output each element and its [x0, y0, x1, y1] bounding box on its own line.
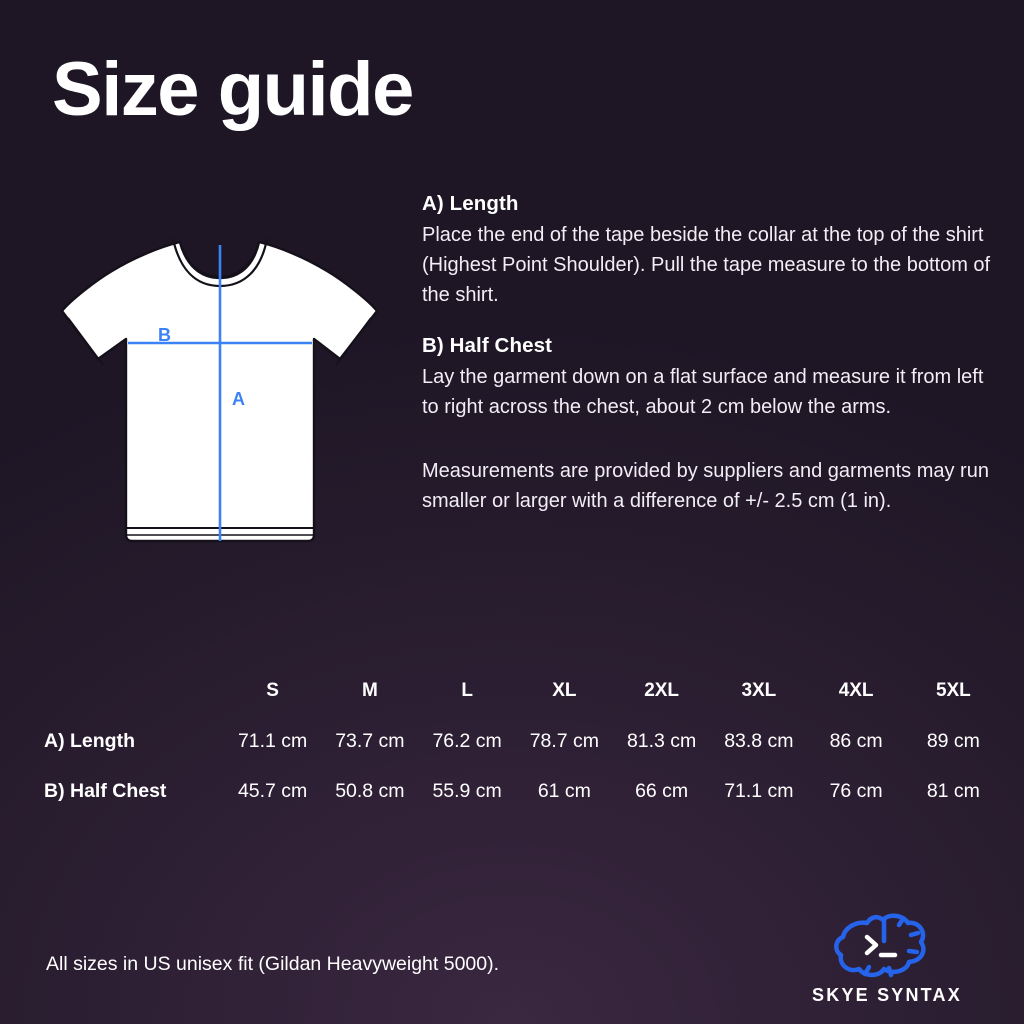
length-m: 73.7 cm — [335, 729, 405, 752]
size-table — [42, 666, 1002, 816]
length-2xl: 81.3 cm — [626, 729, 697, 752]
diagram-label-b: B — [158, 325, 171, 345]
half-chest-4xl: 76 cm — [829, 779, 883, 802]
length-l: 76.2 cm — [432, 729, 502, 752]
length-3xl: 83.8 cm — [724, 729, 794, 752]
measurement-note: Measurements are provided by suppliers and garments may run smaller or larger with a difference of +/- 2.5 cm (1 in). — [422, 460, 989, 512]
tshirt-diagram — [40, 215, 400, 575]
brain-terminal-icon — [829, 907, 945, 983]
length-5xl: 89 cm — [926, 729, 980, 752]
table-header-row — [42, 666, 1002, 716]
length-s: 71.1 cm — [237, 729, 308, 752]
half-chest-xl: 61 cm — [537, 779, 591, 802]
table-size-2xl: 2XL — [644, 680, 680, 701]
table-corner-cell — [42, 666, 224, 716]
brand-block — [772, 907, 1002, 1006]
half-chest-s: 45.7 cm — [237, 779, 308, 802]
table-row — [42, 766, 1002, 816]
half-chest-2xl: 66 cm — [635, 779, 689, 802]
instruction-heading-length: A) Length — [422, 192, 519, 215]
table-size-4xl: 4XL — [838, 680, 874, 701]
table-row — [42, 716, 1002, 766]
table-size-m: M — [361, 680, 378, 701]
instructions-block — [422, 192, 992, 516]
half-chest-m: 50.8 cm — [335, 779, 405, 802]
diagram-label-a: A — [232, 389, 245, 409]
table-size-5xl: 5XL — [935, 680, 971, 701]
brand-name: SKYE SYNTAX — [812, 985, 962, 1005]
table-size-xl: XL — [552, 680, 577, 701]
page-title: Size guide — [52, 47, 413, 132]
half-chest-l: 55.9 cm — [432, 779, 502, 802]
row-label-half-chest: B) Half Chest — [44, 779, 167, 802]
instruction-heading-half-chest: B) Half Chest — [422, 334, 553, 357]
tshirt-illustration — [40, 215, 400, 575]
table-size-3xl: 3XL — [741, 680, 777, 701]
length-xl: 78.7 cm — [529, 729, 600, 752]
table-size-l: L — [461, 680, 473, 701]
footnote: All sizes in US unisex fit (Gildan Heavyweight 5000). — [46, 953, 500, 975]
instruction-body-half-chest: Lay the garment down on a flat surface and measure it from left to right across the chest, about 2 cm below the arms. — [422, 366, 984, 418]
instruction-body-length: Place the end of the tape beside the collar at the top of the shirt (Highest Point Shoulder). Pull the tape measure to the bottom of the shirt. — [422, 224, 991, 306]
half-chest-3xl: 71.1 cm — [724, 779, 794, 802]
row-label-length: A) Length — [44, 729, 135, 752]
length-4xl: 86 cm — [829, 729, 883, 752]
half-chest-5xl: 81 cm — [926, 779, 980, 802]
table-size-s: S — [266, 680, 279, 701]
